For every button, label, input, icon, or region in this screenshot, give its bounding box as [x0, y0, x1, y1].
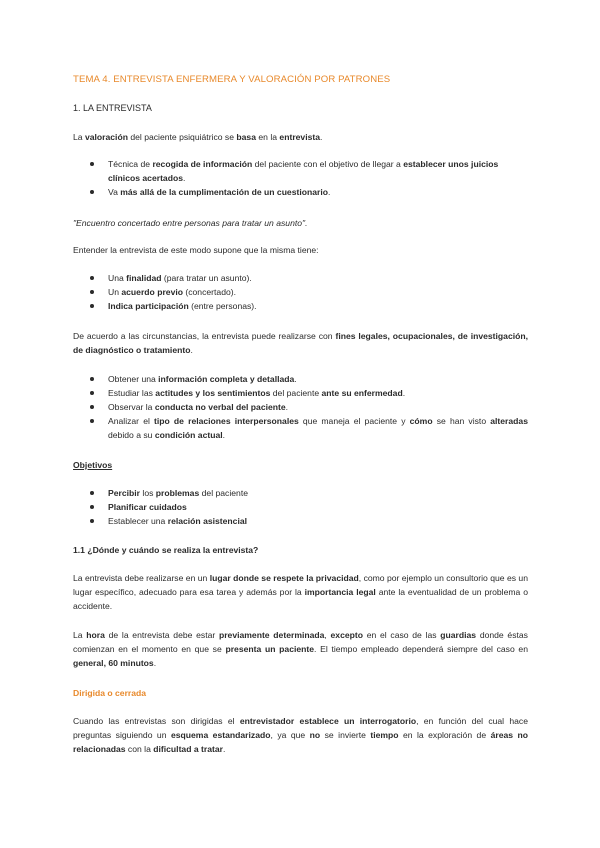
entender-paragraph: Entender la entrevista de este modo supone que la misma tiene:	[73, 245, 319, 255]
bullet-icon	[90, 491, 94, 495]
hora-paragraph: La hora de la entrevista debe estar previamente determinada, excepto en el caso de las guardias donde éstas comienzan en el momento en que se presenta un paciente. El tiempo empleado dependerá siempre del caso en general, 60 minutos.	[73, 630, 528, 668]
bullet-icon	[90, 190, 94, 194]
list-item: Establecer una relación asistencial	[73, 514, 528, 528]
quote: "Encuentro concertado entre personas para tratar un asunto".	[73, 218, 308, 228]
bullet-icon	[90, 276, 94, 280]
bullet-icon	[90, 505, 94, 509]
list-objetivos-entrevista	[73, 372, 528, 442]
bullet-icon	[90, 405, 94, 409]
list-item: Una finalidad (para tratar un asunto).	[73, 271, 528, 285]
list-item: Estudiar las actitudes y los sentimientos del paciente ante su enfermedad.	[73, 386, 528, 400]
list-objetivos	[73, 486, 528, 528]
list-item: Planificar cuidados	[73, 500, 528, 514]
bullet-icon	[90, 377, 94, 381]
bullet-icon	[90, 162, 94, 166]
list-caracteristicas	[73, 271, 528, 313]
list-item: Obtener una información completa y detallada.	[73, 372, 528, 386]
lugar-paragraph: La entrevista debe realizarse en un lugar donde se respete la privacidad, como por ejemplo un consultorio que es un lugar específico, adecuado para esa tarea y además por la importancia legal ante la eventualidad de un problema o accidente.	[73, 573, 528, 611]
list-item: Analizar el tipo de relaciones interpersonales que maneja el paciente y cómo se han visto alteradas debido a su condición actual.	[73, 414, 528, 442]
list-item: Indica participación (entre personas).	[73, 299, 528, 313]
intro-paragraph: La valoración del paciente psiquiátrico se basa en la entrevista.	[73, 132, 323, 142]
list-item: Un acuerdo previo (concertado).	[73, 285, 528, 299]
dirigida-paragraph: Cuando las entrevistas son dirigidas el entrevistador establece un interrogatorio, en función del cual hace preguntas siguiendo un esquema estandarizado, ya que no se invierte tiempo en la exploración de áreas no relacionadas con la dificultad a tratar.	[73, 716, 528, 754]
dirigida-heading: Dirigida o cerrada	[73, 688, 147, 698]
list-item: Va más allá de la cumplimentación de un cuestionario.	[73, 185, 528, 199]
objetivos-heading: Objetivos	[73, 460, 113, 470]
acuerdo-paragraph: De acuerdo a las circunstancias, la entrevista puede realizarse con fines legales, ocupacionales, de investigación, de diagnóstico o tratamiento.	[73, 331, 529, 355]
bullet-icon	[90, 419, 94, 423]
list-item: Técnica de recogida de información del paciente con el objetivo de llegar a establecer unos juicios clínicos acertados.	[73, 157, 528, 185]
document-title: TEMA 4. ENTREVISTA ENFERMERA Y VALORACIÓN POR PATRONES	[73, 74, 391, 85]
section-heading-entrevista: 1. LA ENTREVISTA	[73, 103, 152, 113]
list-tecnica	[73, 157, 528, 199]
list-item: Observar la conducta no verbal del paciente.	[73, 400, 528, 414]
list-item: Percibir los problemas del paciente	[73, 486, 528, 500]
bullet-icon	[90, 391, 94, 395]
bullet-icon	[90, 290, 94, 294]
subsection-heading: 1.1 ¿Dónde y cuándo se realiza la entrevista?	[73, 545, 259, 555]
bullet-icon	[90, 519, 94, 523]
bullet-icon	[90, 304, 94, 308]
